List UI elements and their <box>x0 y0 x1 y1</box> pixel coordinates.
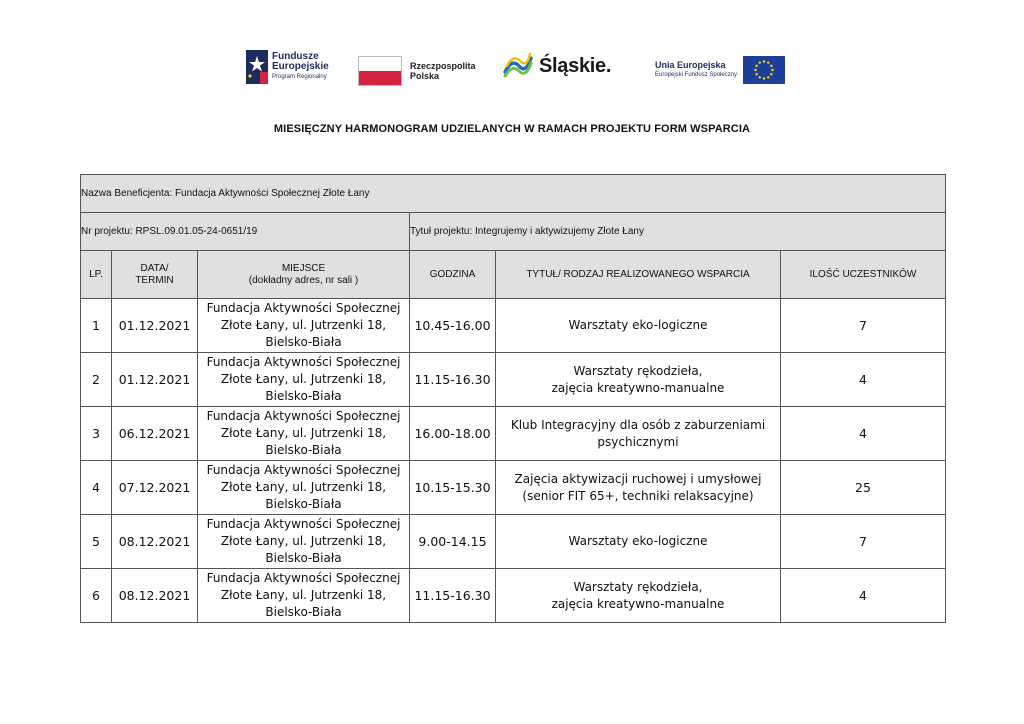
cell-place-line2: Złote Łany, ul. Jutrzenki 18, <box>220 426 387 440</box>
ue-line2: Europejski Fundusz Społeczny <box>655 72 738 78</box>
cell-count: 7 <box>781 515 946 569</box>
fundusze-europejskie-logo <box>246 50 329 84</box>
document-title: MIESIĘCZNY HARMONOGRAM UDZIELANYCH W RAMACH PROJEKTU FORM WSPARCIA <box>273 123 751 135</box>
col-header-place <box>198 251 410 299</box>
cell-place <box>198 407 410 461</box>
eu-star-icon <box>767 76 769 78</box>
col-header-hour: GODZINA <box>410 251 496 299</box>
cell-place-line3: Bielsko-Biała <box>265 605 342 619</box>
cell-hour: 9.00-14.15 <box>410 515 496 569</box>
cell-hour: 11.15-16.30 <box>410 569 496 623</box>
cell-type-line2: zajęcia kreatywno-manualne <box>551 380 725 395</box>
cell-hour: 11.15-16.30 <box>410 353 496 407</box>
fe-line3: Program Regionalny <box>272 74 327 80</box>
cell-lp: 2 <box>81 353 112 407</box>
unia-europejska-logo <box>655 56 785 84</box>
cell-type <box>496 407 781 461</box>
cell-lp: 5 <box>81 515 112 569</box>
cell-type <box>496 353 781 407</box>
cell-type-line1: Warsztaty eko-logiczne <box>568 318 708 332</box>
eu-star-icon <box>770 73 772 75</box>
cell-place-line2: Złote Łany, ul. Jutrzenki 18, <box>220 480 387 494</box>
fe-line1: Fundusze <box>272 51 319 62</box>
cell-type-line1: Zajęcia aktywizacji ruchowej i umysłowej <box>514 471 762 486</box>
cell-lp: 6 <box>81 569 112 623</box>
beneficiary-name: Nazwa Beneficjenta: Fundacja Aktywności Społecznej Złote Łany <box>81 175 946 213</box>
cell-type-line1: Warsztaty rękodzieła, <box>573 579 703 594</box>
cell-place-line3: Bielsko-Biała <box>265 443 342 457</box>
cell-type <box>496 299 781 353</box>
table-row <box>81 569 946 623</box>
slaskie-wave-icon <box>503 52 533 80</box>
cell-lp: 1 <box>81 299 112 353</box>
eu-star-icon <box>754 69 756 71</box>
cell-date: 07.12.2021 <box>112 461 198 515</box>
cell-place-line1: Fundacja Aktywności Społecznej <box>206 301 401 315</box>
polish-flag-icon <box>358 56 402 86</box>
cell-count: 7 <box>781 299 946 353</box>
cell-place <box>198 515 410 569</box>
eu-flag-icon <box>743 56 785 84</box>
cell-place <box>198 461 410 515</box>
eu-star-icon <box>771 69 773 71</box>
cell-place-line3: Bielsko-Biała <box>265 551 342 565</box>
cell-place-line1: Fundacja Aktywności Społecznej <box>206 463 401 477</box>
cell-place-line1: Fundacja Aktywności Społecznej <box>206 571 401 585</box>
table-row <box>81 515 946 569</box>
eu-star-icon <box>759 76 761 78</box>
cell-type-line1: Klub Integracyjny dla osób z zaburzeniami <box>510 417 766 432</box>
slaskie-name: Śląskie. <box>539 54 612 77</box>
cell-hour: 10.15-15.30 <box>410 461 496 515</box>
eu-star-icon <box>770 65 772 67</box>
cell-type-line1: Warsztaty rękodzieła, <box>573 363 703 378</box>
rzeczpospolita-polska-logo <box>358 56 476 86</box>
col-header-date-line1: DATA/ <box>140 262 169 274</box>
cell-count: 4 <box>781 569 946 623</box>
cell-place-line2: Złote Łany, ul. Jutrzenki 18, <box>220 372 387 386</box>
cell-place-line1: Fundacja Aktywności Społecznej <box>206 355 401 369</box>
cell-place-line1: Fundacja Aktywności Społecznej <box>206 409 401 423</box>
cell-place <box>198 299 410 353</box>
cell-hour: 10.45-16.00 <box>410 299 496 353</box>
col-header-date-line2: TERMIN <box>135 274 174 286</box>
cell-date: 01.12.2021 <box>112 299 198 353</box>
cell-date: 08.12.2021 <box>112 515 198 569</box>
ue-line1: Unia Europejska <box>655 60 726 70</box>
cell-place <box>198 353 410 407</box>
eu-star-icon <box>755 73 757 75</box>
col-header-place-line1: MIEJSCE <box>281 262 326 274</box>
cell-type-line2: (senior FIT 65+, techniki relaksacyjne) <box>522 488 754 503</box>
cell-type-line2: zajęcia kreatywno-manualne <box>551 596 725 611</box>
cell-type <box>496 569 781 623</box>
col-header-type: TYTUŁ/ RODZAJ REALIZOWANEGO WSPARCIA <box>496 251 781 299</box>
eu-star-icon <box>759 61 761 63</box>
slaskie-logo <box>503 52 611 80</box>
col-header-date <box>112 251 198 299</box>
schedule-table <box>80 174 946 623</box>
cell-place-line2: Złote Łany, ul. Jutrzenki 18, <box>220 588 387 602</box>
cell-lp: 3 <box>81 407 112 461</box>
cell-date: 06.12.2021 <box>112 407 198 461</box>
rp-line1: Rzeczpospolita <box>410 61 476 71</box>
table-row <box>81 407 946 461</box>
cell-place-line3: Bielsko-Biała <box>265 389 342 403</box>
cell-date: 08.12.2021 <box>112 569 198 623</box>
table-row <box>81 299 946 353</box>
project-number: Nr projektu: RPSL.09.01.05-24-0651/19 <box>81 213 410 251</box>
cell-date: 01.12.2021 <box>112 353 198 407</box>
cell-count: 4 <box>781 353 946 407</box>
cell-type-line1: Warsztaty eko-logiczne <box>568 534 708 548</box>
cell-count: 25 <box>781 461 946 515</box>
cell-type <box>496 515 781 569</box>
eu-star-icon <box>763 60 765 62</box>
cell-hour: 16.00-18.00 <box>410 407 496 461</box>
fe-line2: Europejskie <box>272 61 329 72</box>
table-row <box>81 353 946 407</box>
cell-type <box>496 461 781 515</box>
cell-place-line2: Złote Łany, ul. Jutrzenki 18, <box>220 318 387 332</box>
eu-star-icon <box>767 61 769 63</box>
cell-place <box>198 569 410 623</box>
cell-place-line3: Bielsko-Biała <box>265 497 342 511</box>
cell-count: 4 <box>781 407 946 461</box>
fundusze-europejskie-icon <box>246 50 268 84</box>
table-row <box>81 461 946 515</box>
cell-place-line2: Złote Łany, ul. Jutrzenki 18, <box>220 534 387 548</box>
eu-star-icon <box>763 77 765 79</box>
cell-place-line1: Fundacja Aktywności Społecznej <box>206 517 401 531</box>
col-header-count: ILOŚĆ UCZESTNIKÓW <box>781 251 946 299</box>
cell-place-line3: Bielsko-Biała <box>265 335 342 349</box>
project-title: Tytuł projektu: Integrujemy i aktywizujemy Złote Łany <box>410 213 946 251</box>
col-header-place-line2: (dokładny adres, nr sali ) <box>248 274 359 286</box>
col-header-lp: LP. <box>81 251 112 299</box>
rp-line2: Polska <box>410 71 440 81</box>
eu-star-icon <box>755 65 757 67</box>
cell-type-line2: psychicznymi <box>597 434 679 449</box>
cell-lp: 4 <box>81 461 112 515</box>
